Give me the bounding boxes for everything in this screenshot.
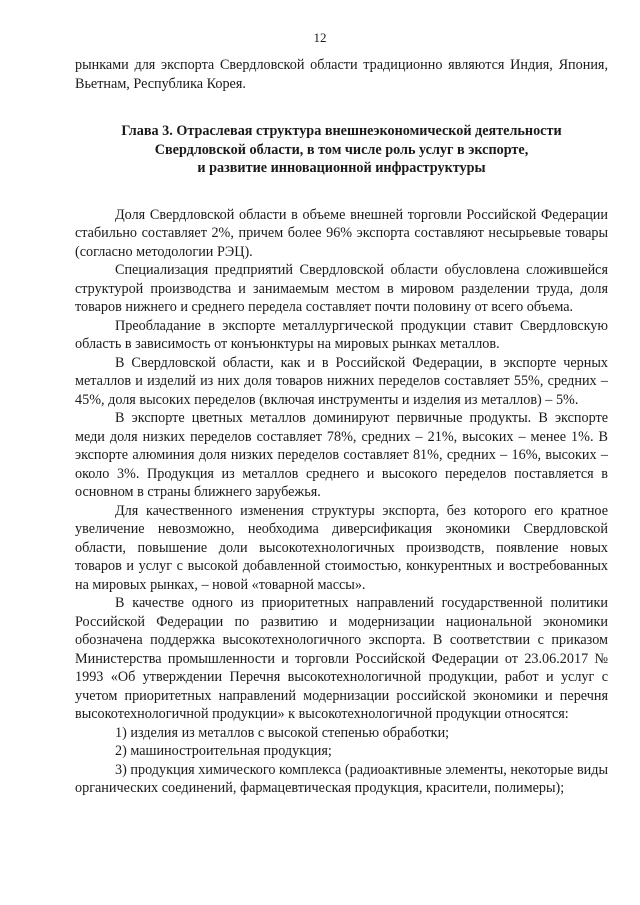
intro-continuation-paragraph: рынками для экспорта Свердловской области традиционно являются Индия, Япония, Вьетнам, Республика Корея. <box>75 57 608 92</box>
chapter-heading <box>75 122 608 178</box>
body-paragraph: Преобладание в экспорте металлургической продукции ставит Свердловскую область в зависимость от конъюнктуры на мировых рынках металлов. <box>75 317 608 352</box>
body-paragraph: В экспорте цветных металлов доминируют первичные продукты. В экспорте меди доля низких переделов составляет 78%, средних – 21%, высоких – менее 1%. В экспорте алюминия доля низких переделов составляет 81%, средних – 16%, высоких – около 3%. Продукция из металлов среднего и высокого переделов поставляется в основном в страны ближнего зарубежья. <box>75 410 608 500</box>
list-item: 3) продукция химического комплекса (радиоактивные элементы, некоторые виды органических соединений, фармацевтическая продукция, красители, полимеры); <box>75 761 608 796</box>
body-paragraph: Специализация предприятий Свердловской области обусловлена сложившейся структурой производства и занимаемым местом в мировом разделении труда, доля товаров нижнего и среднего передела составляет почти половину от всего объема. <box>75 262 608 315</box>
list-item: 2) машиностроительная продукция; <box>115 743 332 759</box>
chapter-heading-line: Глава 3. Отраслевая структура внешнеэкономической деятельности <box>121 123 562 139</box>
page-content <box>75 56 608 798</box>
body-paragraph: В Свердловской области, как и в Российской Федерации, в экспорте черных металлов и изделий из них доля товаров нижних переделов составляет 55%, средних – 45%, доля высоких переделов (включая инструменты и изделия из металлов) – 5%. <box>75 354 608 408</box>
list-item: 1) изделия из металлов с высокой степенью обработки; <box>115 724 450 741</box>
body-paragraph: В качестве одного из приоритетных направлений государственной политики Российской Федерации по развитию и модернизации национальной экономики обозначена поддержка высокотехнологичного экспорта. В соответствии с приказом Министерства промышленности и торговли Российской Федерации от 23.06.2017 № 1993 «Об утверждении Перечня высокотехнологичной продукции, работ и услуг с учетом приоритетных направлений модернизации российской экономики и перечня высокотехнологичной продукции» к высокотехнологичной продукции относятся: <box>75 595 608 722</box>
chapter-heading-line: Свердловской области, в том числе роль услуг в экспорте, <box>154 141 529 158</box>
chapter-heading-line: и развитие инновационной инфраструктуры <box>197 160 486 176</box>
body-paragraph: Доля Свердловской области в объеме внешней торговли Российской Федерации стабильно составляет 2%, причем более 96% экспорта составляют несырьевые товары (согласно методологии РЭЦ). <box>75 206 608 260</box>
body-paragraph: Для качественного изменения структуры экспорта, без которого его кратное увеличение невозможно, необходима диверсификация экономики Свердловской области, повышение доли высокотехнологичных производств, появление новых товаров и услуг с высокой добавленной стоимостью, конкурентных и востребованных на мировых рынках, – новой «товарной массы». <box>75 502 608 593</box>
page-number: 12 <box>313 30 327 45</box>
